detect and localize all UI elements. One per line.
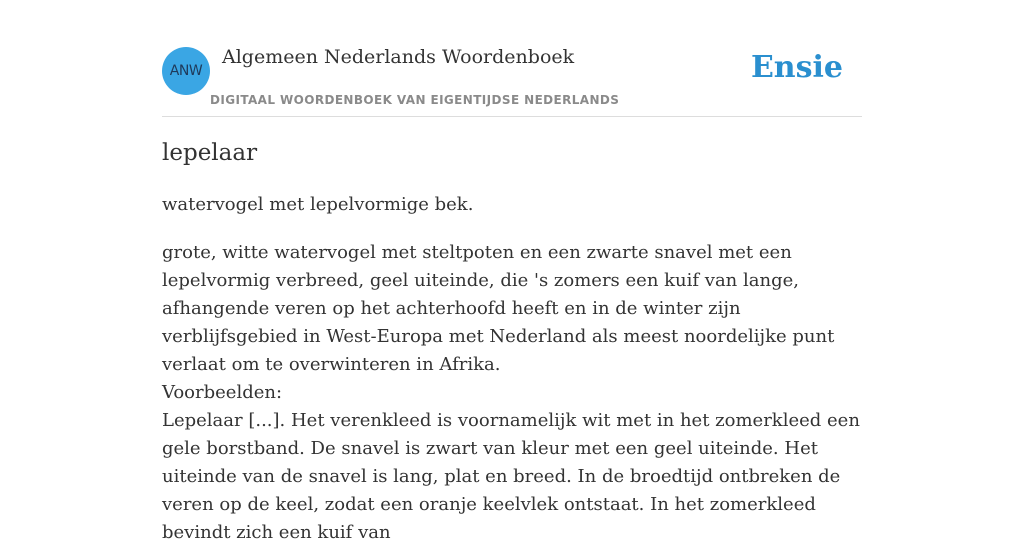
ensie-brand-link[interactable]: Ensie — [750, 50, 843, 85]
long-definition: grote, witte watervogel met steltpoten en een zwarte snavel met een lepelvormig verbreed, geel uiteinde, die 's zomers een kuif van lange, afhangende veren op het achterhoofd heeft en in de winter zijn verblijfsgebied in West-Europa met Nederland als meest noordelijke punt verlaat om te overwinteren in Afrika. — [162, 242, 835, 375]
examples-label: Voorbeelden: — [162, 382, 283, 403]
site-subtitle: DIGITAAL WOORDENBOEK VAN EIGENTIJDSE NEDERLANDS — [210, 93, 620, 107]
site-title[interactable]: Algemeen Nederlands Woordenboek — [222, 46, 575, 68]
site-header — [162, 0, 862, 117]
short-definition: watervogel met lepelvormige bek. — [162, 194, 474, 215]
entry-headword: lepelaar — [162, 140, 258, 166]
examples-text: Lepelaar [...]. Het verenkleed is voornamelijk wit met in het zomerkleed een gele borstband. De snavel is zwart van kleur met een geel uiteinde. Het uiteinde van de snavel is lang, plat en breed. In de broedtijd ontbreken de veren op de keel, zodat een oranje keelvlek ontstaat. In het zomerkleed bevindt zich een kuif van — [162, 410, 860, 543]
anw-logo[interactable] — [162, 47, 210, 95]
logo-text: ANW — [169, 63, 203, 79]
